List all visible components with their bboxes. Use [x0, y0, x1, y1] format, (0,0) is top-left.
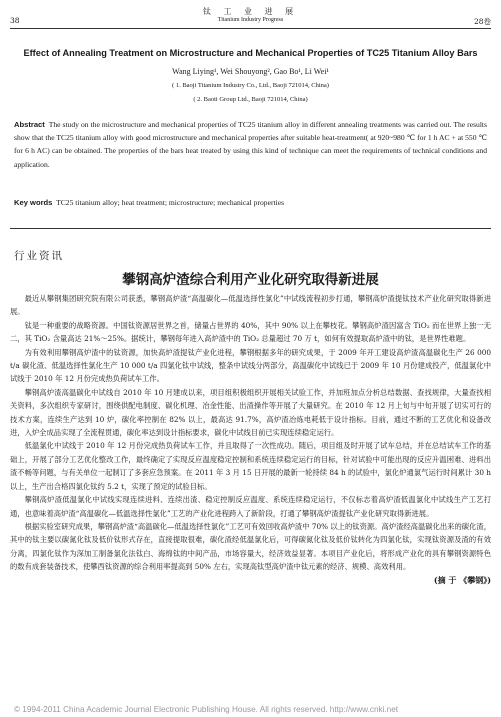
- paragraph: 攀钢高炉渣低温氯化中试线实现连续进料、连续出渣、稳定控制反应温度、系统连续稳定运行，不仅标志着高炉渣低温氯化中试线生产工艺打通，也意味着高炉渣“高温碳化—低温选择性氯化”工艺的产业化进程跨入了新阶段，打通了攀钢高炉渣提钛产业化研究取得新进展。: [10, 495, 491, 518]
- volume-label: 28卷: [473, 17, 491, 26]
- page-number: 38: [10, 16, 20, 25]
- section-rule: [10, 228, 491, 229]
- paragraph: 根据实验室研究成果，攀钢高炉渣“高温碳化—低温选择性氯化”工艺可有效回收高炉渣中 70% 以上的钛资源。高炉渣经高温碳化出来的碳化渣，其中的钛主要以碳氮化钛及低价钛形式存在，直接提取很难，碳化渣经低温氯化后，可得碳氮化钛及低价钛转化为四氯化钛，实现钛资源及渣的有效分离，四氯化钛作为深加工制备氯化法钛白、海绵钛的中间产品，市场容量大，经济效益显著。本项目产业化后，将形成产业化的具有攀钢资源特色的数有成套装备技术，使攀西钛资源的综合利用率提高到 50% 左右，实现高钛型高炉渣中钛元素的经济、规模、高效利用。: [10, 521, 491, 572]
- section-heading: 行业资讯: [14, 250, 64, 262]
- paper-authors: Wang Liying¹, Wei Shouyong², Gao Bo¹, Li Wei¹: [172, 67, 329, 76]
- keywords-text: TC25 titanium alloy; heat treatment; microstructure; mechanical properties: [56, 198, 285, 207]
- news-body: [10, 292, 491, 587]
- paper-title: Effect of Annealing Treatment on Microstructure and Mechanical Properties of TC25 Titanium Alloy Bars: [23, 48, 478, 58]
- header-rule: [10, 28, 491, 29]
- journal-name-en: Titanium Industry Progress: [217, 17, 284, 23]
- affiliation-1: ( 1. Baoji Titanium Industry Co., Ltd., Baoji 721014, China): [172, 82, 329, 89]
- abstract: [14, 118, 487, 171]
- keywords-label: Key words: [14, 198, 53, 207]
- abstract-text: The study on the microstructure and mechanical properties of TC25 titanium alloy in different annealing treatments was carried out. The results show that the TC25 titanium alloy with good microstructure and mechanical properties after suitable heat-treatment( at 920~980 ℃ for 1 h AC + at 550 ℃ for 6 h AC) can be obtained. The properties of the bars heat treated by using this kind of technique can meet the requirements of technical conditions and application.: [14, 120, 487, 169]
- keywords: [14, 198, 487, 207]
- news-title: 攀钢高炉渣综合利用产业化研究取得新进展: [122, 272, 379, 288]
- paragraph: 钛是一种重要的战略资源。中国钛资源居世界之首，储量占世界的 40%，其中 90% 以上在攀枝花。攀钢高炉渣因富含 TiO₂ 而在世界上独一无二，其 TiO₂ 含量高达 21%～25%。据统计，攀钢每年进入高炉渣中的 TiO₂ 总量超过 70 万 t，如何有效提取高炉渣中的钛，是世界性难题。: [10, 320, 491, 344]
- paragraph: 低温氯化中试线于 2010 年 12 月份完成热负荷试车工作，并且取得了一次性成功。随后，项目组及时开展了试车总结，并在总结试车工作的基础上，开展了部分工艺优化整改工作，最终确定了实现反应温度稳定控制和系统连续稳定运行的目标，针对试验中可能出现的反应升温困难、进料出渣不畅等问题，与有关单位一起制订了多套应急预案。在 2011 年 3 月 15 日开展的最新一轮持续 84 h 的试验中，氯化炉通氯气运行时间累计 30 h 以上，生产出合格四氯化钛约 5.2 t，实现了预定的试验目标。: [10, 441, 491, 491]
- copyright-footer: © 1994-2011 China Academic Journal Electronic Publishing House. All rights reserved. http://www.cnki.net: [14, 705, 399, 714]
- affiliation-2: ( 2. Baoti Group Ltd., Baoji 721014, China): [193, 96, 308, 103]
- journal-name-cn: 钛 工 业 进 展: [202, 7, 299, 16]
- journal-name: [8, 8, 493, 24]
- news-source: (摘 于 《攀钢》): [433, 574, 491, 585]
- paragraph: 最近从攀钢集团研究院有限公司获悉，攀钢高炉渣“高温碳化—低温选择性氯化”中试线流程初步打通，攀钢高炉渣提钛技术产业化研究取得新进展。: [10, 294, 491, 317]
- running-header: [8, 8, 493, 28]
- abstract-label: Abstract: [14, 120, 45, 129]
- paragraph: 为有效利用攀钢高炉渣中的钛资源，加快高炉渣提钛产业化进程，攀钢根据多年的研究成果，于 2009 年开工建设高炉渣高温碳化生产 26 000 t/a 碳化渣、低温选择性氯化生产 10 000 t/a 四氯化钛中试线，整条中试线分两部分，高温碳化中试线已于 2009 年 10 月份建成投产，低温氯化中试线于 2010 年 12 月份完成热负荷试车工作。: [10, 347, 491, 384]
- paragraph: 攀钢高炉渣高温碳化中试线自 2010 年 10 月建成以来，项目组积极组织开展相关试验工作，并加班加点分析总结数据、查找规律，大量查找相关资料，多次组织专家研讨，围绕供配电制度、碳化机理、冶金性能、出渣操作等开展了大量研究。在 2010 年 12 月上旬与中旬开展了切实可行的技术方案，连续生产达到 10 炉，碳化率控制在 82% 以上，最高达 91.7%，高炉渣冶炼电耗低于设计指标。目前，通过不断的工艺优化和设备改进，入炉全成品实现了全流程贯通，碳化率达到设计指标要求，碳化中试线目前已实现连续稳定运行。: [10, 387, 491, 438]
